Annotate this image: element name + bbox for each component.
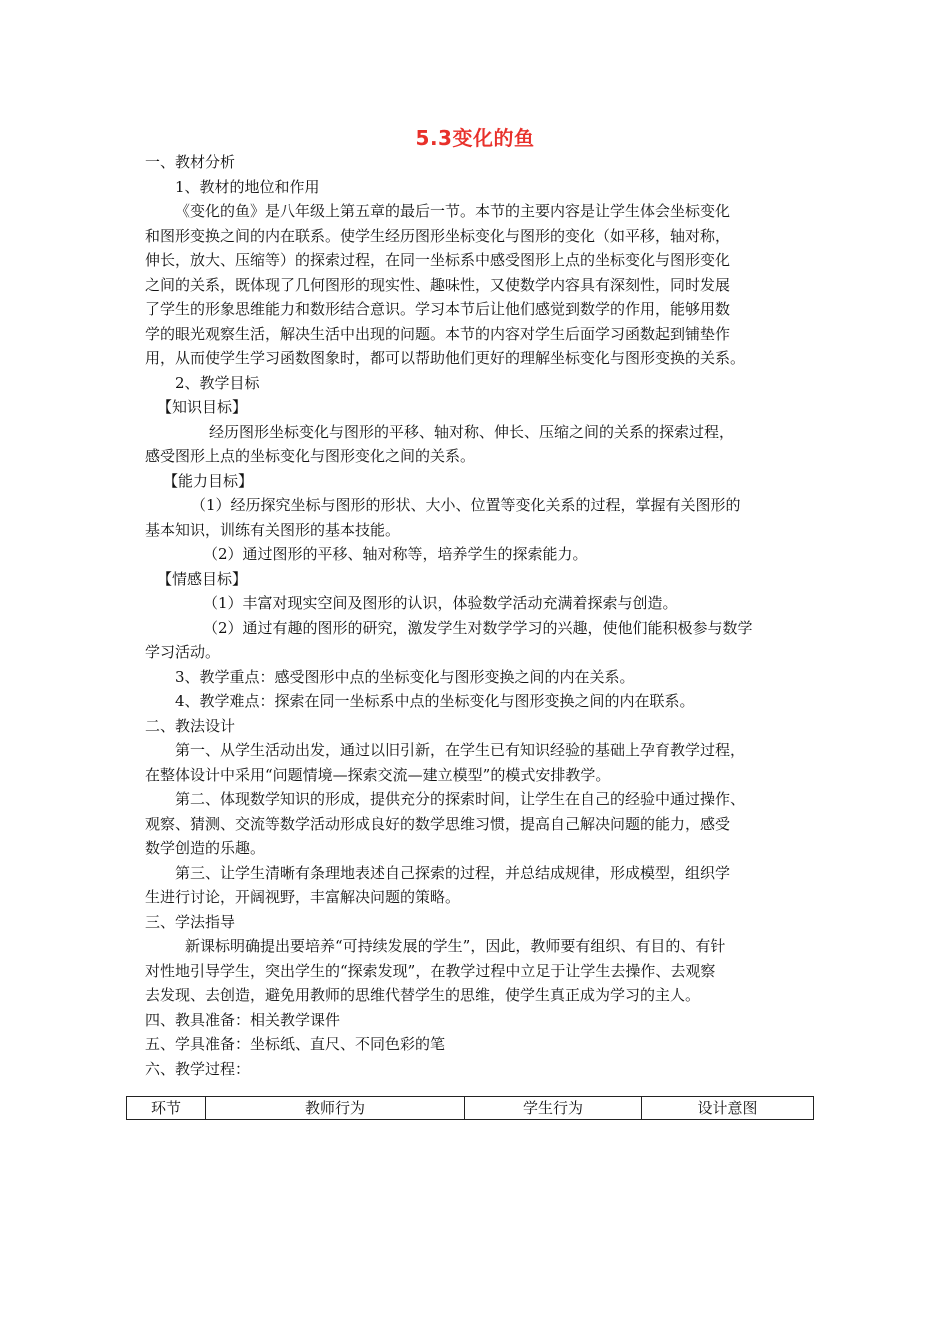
paragraph-line: 基本知识，训练有关图形的基本技能。 [145,520,401,539]
goal-heading: 【知识目标】 [157,398,248,416]
section-heading: 一、教材分析 [145,153,236,171]
paragraph-line: 用，从而使学生学习函数图象时，都可以帮助他们更好的理解坐标变化与图形变换的关系。 [145,349,746,367]
paragraph-line: 去发现、去创造，避免用教师的思维代替学生的思维，使学生真正成为学习的主人。 [145,986,701,1004]
teaching-process-table [126,1096,814,1120]
paragraph-line: 生进行讨论，开阔视野，丰富解决问题的策略。 [145,888,461,906]
paragraph-line: （2）通过有趣的图形的研究，激发学生对数学学习的兴趣，使他们能积极参与数学 [203,618,753,637]
paragraph-line: 之间的关系，既体现了几何图形的现实性、趣味性，又使数学内容具有深刻性，同时发展 [145,275,731,294]
paragraph-line: 数学创造的乐趣。 [145,839,266,857]
paragraph-line: 在整体设计中采用“问题情境—探索交流—建立模型”的模式安排教学。 [145,765,611,784]
table-header-cell: 设计意图 [642,1097,814,1120]
section-heading: 二、教法设计 [145,716,236,735]
section-heading: 六、教学过程： [145,1059,251,1078]
paragraph-line: （1）经历探究坐标与图形的形状、大小、位置等变化关系的过程，掌握有关图形的 [191,496,741,514]
paragraph-line: 学习活动。 [145,643,221,661]
paragraph-line: 感受图形上点的坐标变化与图形变化之间的关系。 [145,447,476,465]
paragraph-line: 新课标明确提出要培养“可持续发展的学生”，因此，教师要有组织、有目的、有针 [185,937,726,955]
document-title: 5.3变化的鱼 [415,126,535,150]
paragraph-line: 第二、体现数学知识的形成，提供充分的探索时间，让学生在自己的经验中通过操作、 [175,790,746,808]
table-header-cell: 教师行为 [206,1097,465,1120]
paragraph-line: 4、教学难点：探索在同一坐标系中点的坐标变化与图形变换之间的内在联系。 [175,692,695,710]
section-heading: 三、学法指导 [145,912,236,931]
table-header-cell: 学生行为 [465,1097,642,1120]
table-header-cell: 环节 [127,1097,206,1120]
table-header-row [127,1097,814,1120]
section-heading: 四、教具准备：相关教学课件 [145,1010,341,1029]
subsection-heading: 2、教学目标 [175,373,260,392]
paragraph-line: 《变化的鱼》是八年级上第五章的最后一节。本节的主要内容是让学生体会坐标变化 [175,202,731,220]
paragraph-line: 了学生的形象思维能力和数形结合意识。学习本节后让他们感觉到数学的作用，能够用数 [145,300,731,318]
paragraph-line: 第三、让学生清晰有条理地表述自己探索的过程，并总结成规律，形成模型，组织学 [175,863,731,882]
paragraph-line: 观察、猜测、交流等数学活动形成良好的数学思维习惯，提高自己解决问题的能力，感受 [145,814,731,833]
goal-heading: 【情感目标】 [157,569,248,588]
paragraph-line: 3、教学重点：感受图形中点的坐标变化与图形变换之间的内在关系。 [175,667,635,686]
paragraph-line: （2）通过图形的平移、轴对称等，培养学生的探索能力。 [203,545,588,563]
paragraph-line: 学的眼光观察生活，解决生活中出现的问题。本节的内容对学生后面学习函数起到铺垫作 [145,324,731,343]
paragraph-line: 经历图形坐标变化与图形的平移、轴对称、伸长、压缩之间的关系的探索过程， [209,422,735,441]
section-heading: 五、学具准备：坐标纸、直尺、不同色彩的笔 [145,1035,446,1053]
goal-heading: 【能力目标】 [163,471,254,490]
document-body [145,150,813,1081]
paragraph-line: （1）丰富对现实空间及图形的认识，体验数学活动充满着探索与创造。 [203,594,678,612]
paragraph-line: 伸长，放大、压缩等）的探索过程，在同一坐标系中感受图形上点的坐标变化与图形变化 [145,251,731,269]
paragraph-line: 对性地引导学生，突出学生的“探索发现”，在教学过程中立足于让学生去操作、去观察 [145,961,716,980]
subsection-heading: 1、教材的地位和作用 [175,177,320,196]
paragraph-line: 第一、从学生活动出发，通过以旧引新，在学生已有知识经验的基础上孕育教学过程， [175,741,746,759]
paragraph-line: 和图形变换之间的内在联系。使学生经历图形坐标变化与图形的变化（如平移，轴对称， [145,226,731,245]
